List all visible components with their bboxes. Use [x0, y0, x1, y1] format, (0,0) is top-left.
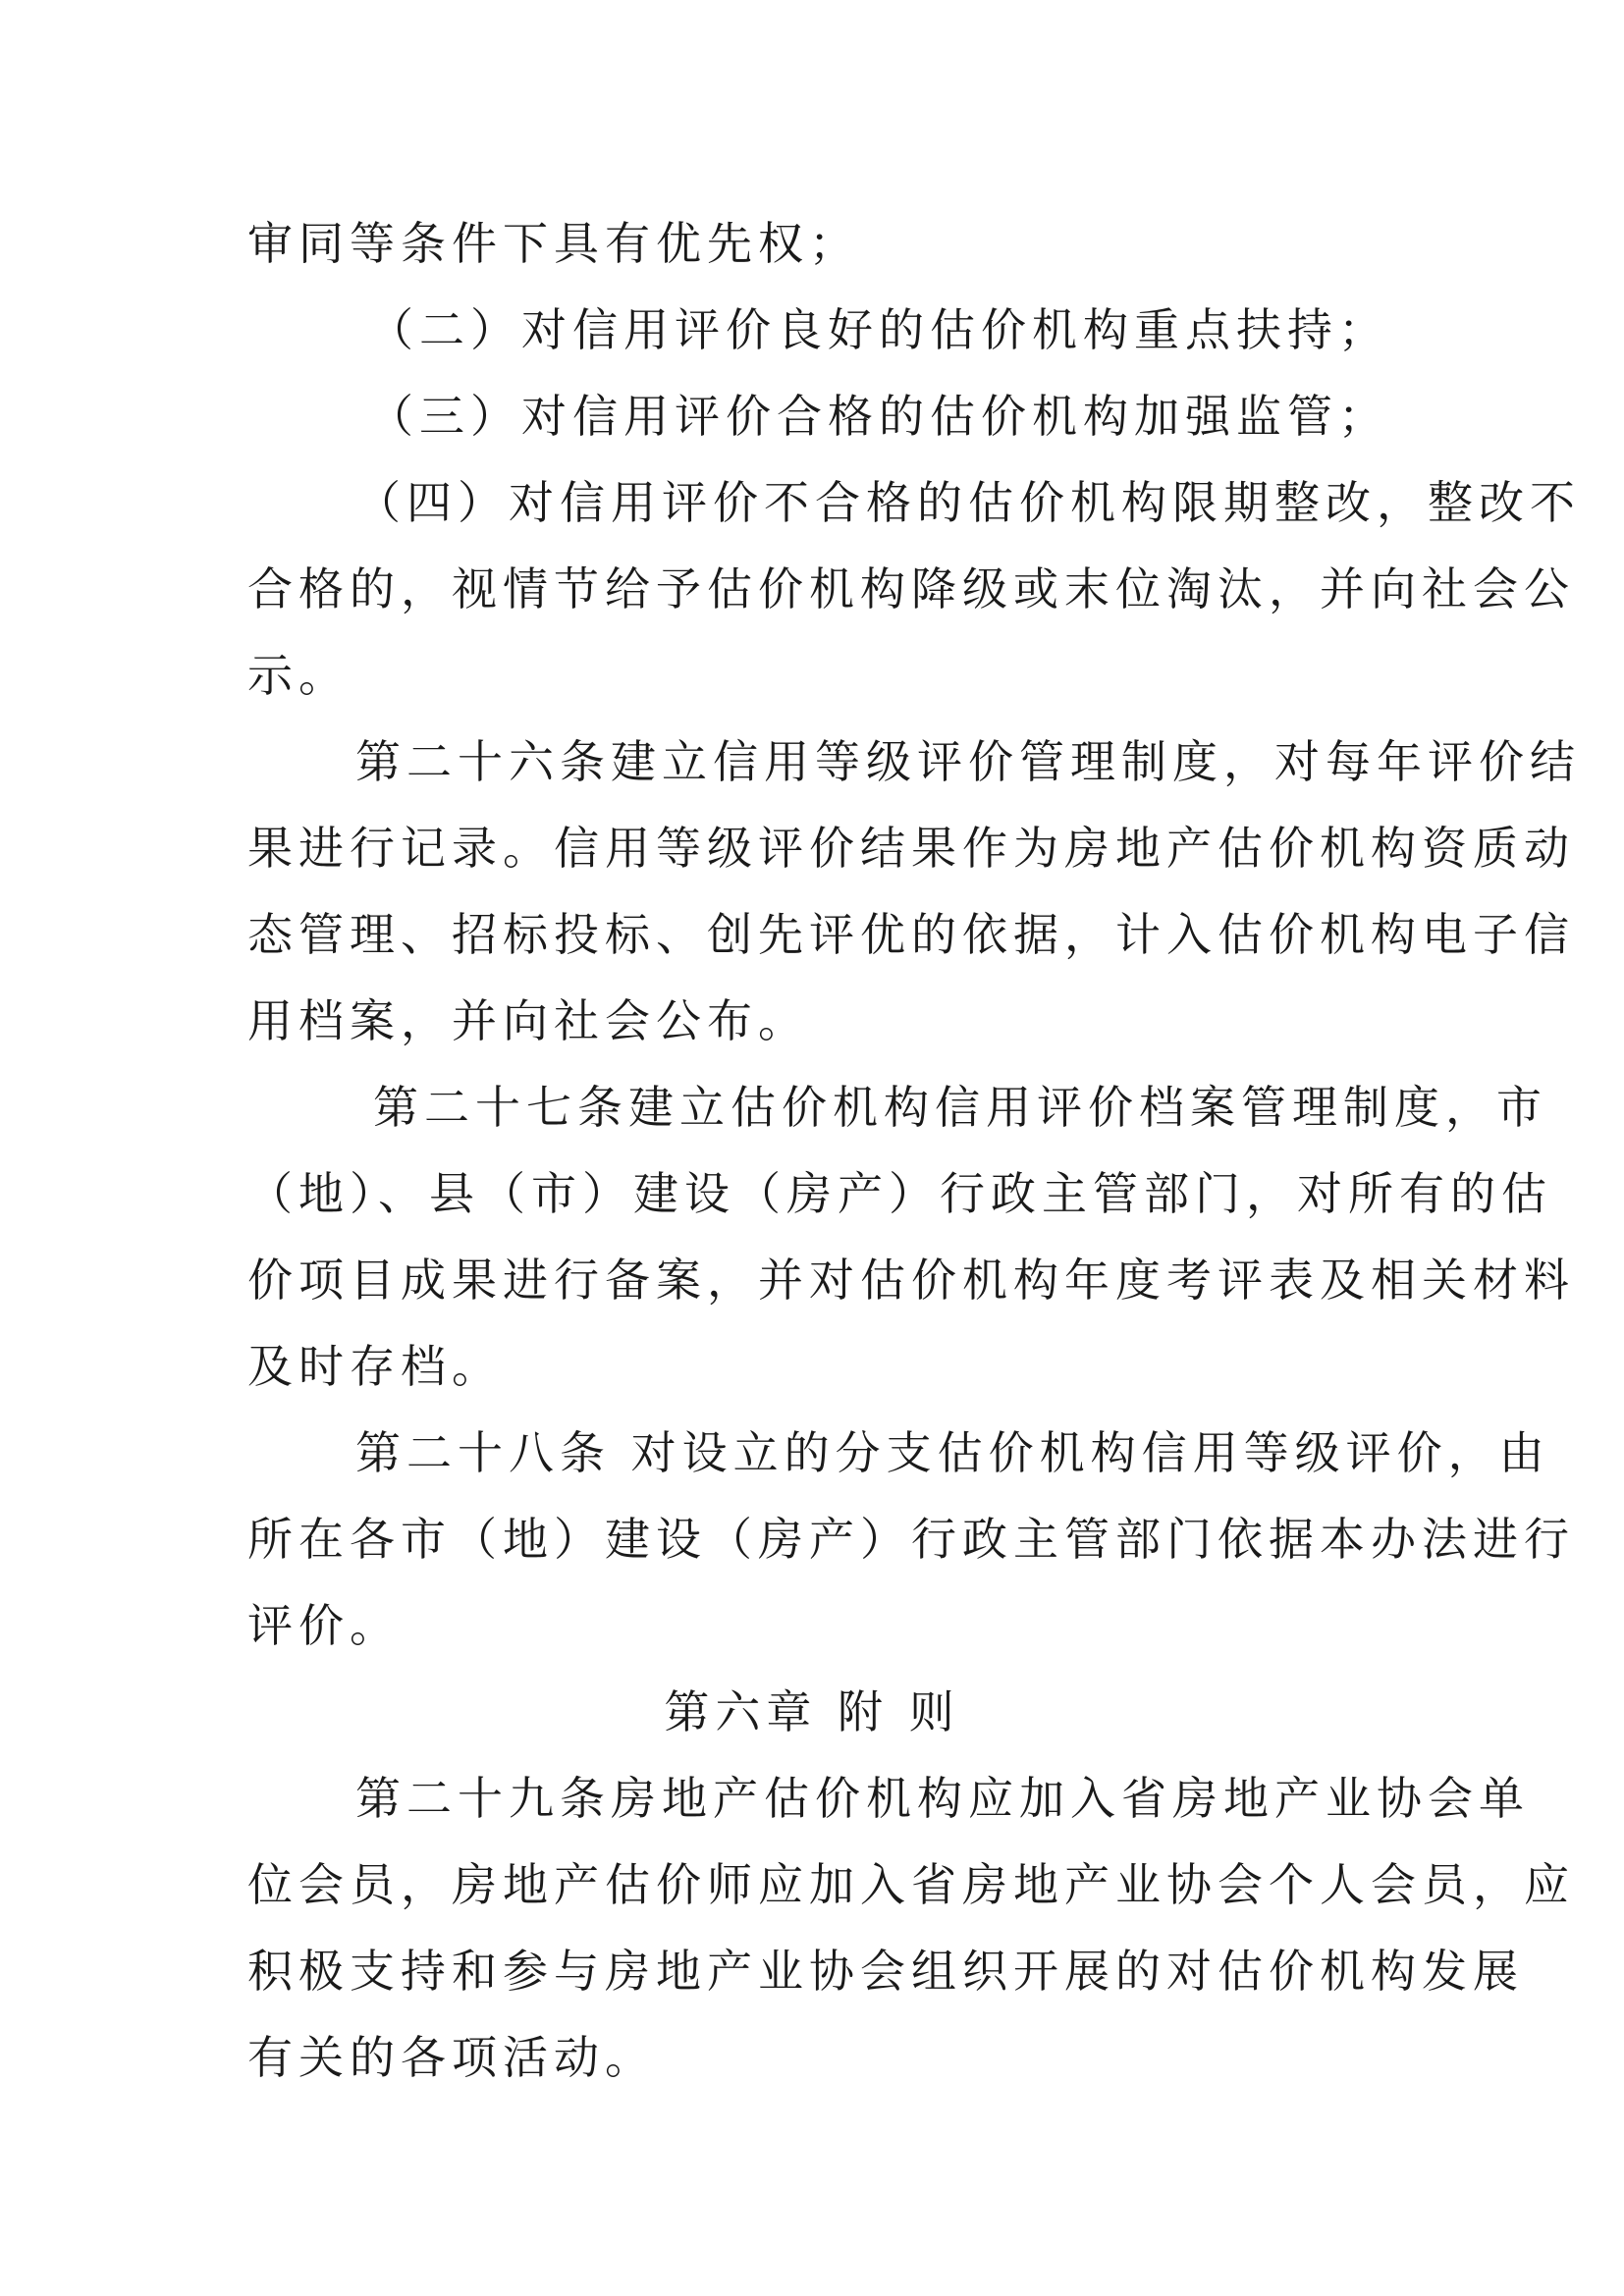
- text-line: 积极支持和参与房地产业协会组织开展的对估价机构发展: [247, 1945, 1524, 1998]
- text-line: 所在各市（地）建设（房产）行政主管部门依据本办法进行: [247, 1513, 1575, 1566]
- text-line: （三）对信用评价合格的估价机构加强监管；: [368, 390, 1389, 443]
- text-line: （四）对信用评价不合格的估价机构限期整改，整改不: [355, 476, 1581, 529]
- text-line: 第二十七条建立估价机构信用评价档案管理制度，市: [373, 1081, 1547, 1134]
- text-line: 价项目成果进行备案，并对估价机构年度考评表及相关材料: [247, 1254, 1575, 1307]
- text-line: 用档案，并向社会公布。: [247, 994, 809, 1047]
- text-line: 审同等条件下具有优先权；: [247, 217, 860, 270]
- text-line: 第二十八条 对设立的分支估价机构信用等级评价，由: [355, 1426, 1550, 1479]
- chapter-heading: 第六章 附 则: [664, 1685, 960, 1738]
- text-line: 第二十九条房地产估价机构应加入省房地产业协会单: [355, 1772, 1530, 1825]
- text-line: 及时存档。: [247, 1340, 503, 1393]
- text-line: 第二十六条建立信用等级评价管理制度，对每年评价结: [355, 735, 1581, 788]
- text-line: 合格的，视情节给予估价机构降级或末位淘汰，并向社会公: [247, 562, 1575, 615]
- text-line: 示。: [247, 649, 350, 702]
- text-line: 有关的各项活动。: [247, 2031, 656, 2084]
- text-line: 位会员，房地产估价师应加入省房地产业协会个人会员，应: [247, 1858, 1575, 1911]
- text-line: （二）对信用评价良好的估价机构重点扶持；: [368, 303, 1389, 356]
- text-line: （地）、县（市）建设（房产）行政主管部门，对所有的估: [247, 1167, 1552, 1220]
- text-line: 果进行记录。信用等级评价结果作为房地产估价机构资质动: [247, 822, 1575, 875]
- text-line: 态管理、招标投标、创先评优的依据，计入估价机构电子信: [247, 908, 1575, 961]
- text-line: 评价。: [247, 1599, 401, 1652]
